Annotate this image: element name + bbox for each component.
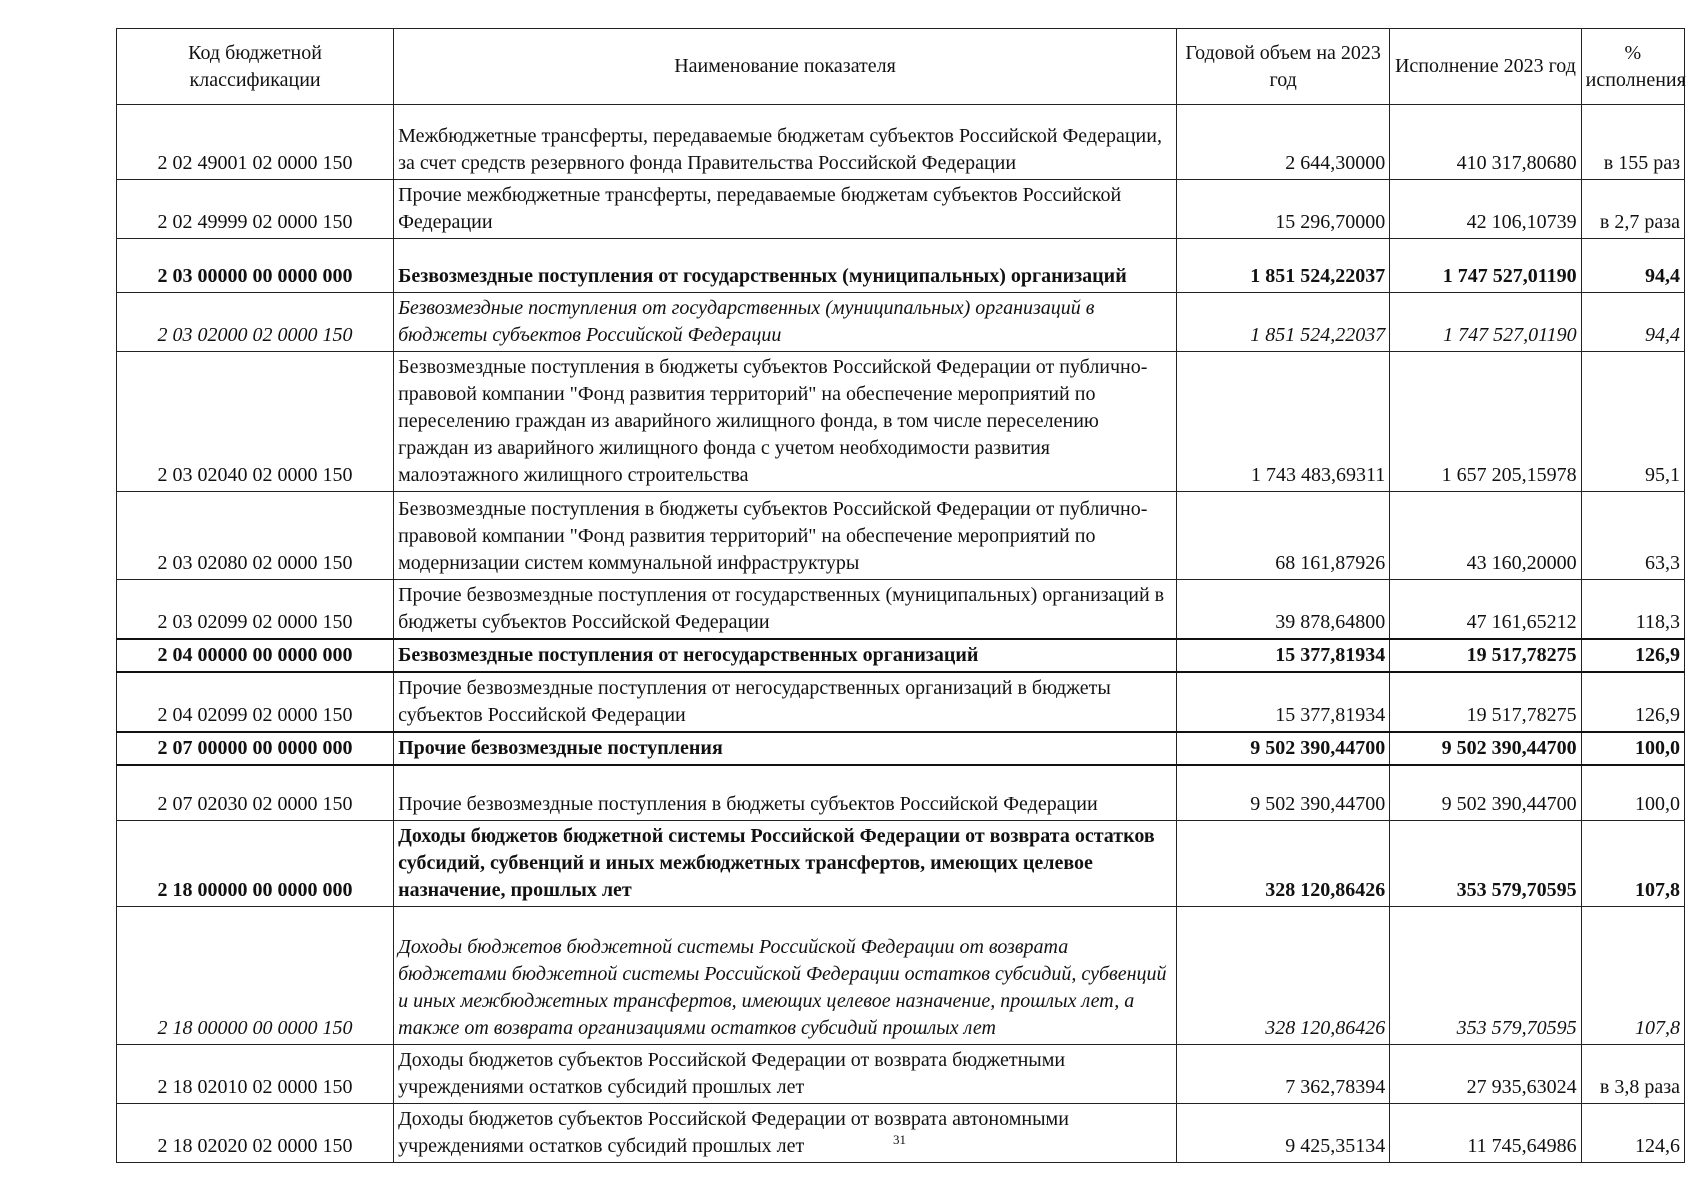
row-name: Безвозмездные поступления от негосударственных организаций <box>394 639 1177 672</box>
budget-document <box>116 28 1685 1163</box>
table-row <box>117 180 1685 239</box>
table-row <box>117 820 1685 906</box>
table-row <box>117 352 1685 492</box>
row-exec: 19 517,78275 <box>1390 672 1581 732</box>
row-pct: в 3,8 раза <box>1581 1044 1684 1103</box>
budget-table <box>116 28 1685 1163</box>
row-exec: 42 106,10739 <box>1390 180 1581 239</box>
row-plan: 1 851 524,22037 <box>1176 293 1389 352</box>
row-pct: 107,8 <box>1581 820 1684 906</box>
row-code: 2 18 02010 02 0000 150 <box>117 1044 394 1103</box>
row-code: 2 03 02099 02 0000 150 <box>117 580 394 640</box>
row-exec: 353 579,70595 <box>1390 906 1581 1044</box>
row-pct: 126,9 <box>1581 639 1684 672</box>
row-plan: 1 851 524,22037 <box>1176 239 1389 293</box>
row-plan: 7 362,78394 <box>1176 1044 1389 1103</box>
header-code: Код бюджетной классификации <box>117 29 394 105</box>
row-exec: 1 747 527,01190 <box>1390 293 1581 352</box>
row-exec: 47 161,65212 <box>1390 580 1581 640</box>
table-row <box>117 580 1685 640</box>
row-name: Прочие безвозмездные поступления в бюджеты субъектов Российской Федерации <box>394 765 1177 820</box>
row-pct: 63,3 <box>1581 492 1684 580</box>
row-pct: в 2,7 раза <box>1581 180 1684 239</box>
row-pct: в 155 раз <box>1581 105 1684 180</box>
header-exec: Исполнение 2023 год <box>1390 29 1581 105</box>
row-exec: 11 745,64986 <box>1390 1103 1581 1162</box>
table-row <box>117 906 1685 1044</box>
row-code: 2 03 02000 02 0000 150 <box>117 293 394 352</box>
row-name: Доходы бюджетов бюджетной системы Российской Федерации от возврата остатков субсидий, субвенций и иных межбюджетных трансфертов, имеющих целевое назначение, прошлых лет <box>394 820 1177 906</box>
row-name: Межбюджетные трансферты, передаваемые бюджетам субъектов Российской Федерации, за счет средств резервного фонда Правительства Российской Федерации <box>394 105 1177 180</box>
row-name: Прочие безвозмездные поступления от негосударственных организаций в бюджеты субъектов Российской Федерации <box>394 672 1177 732</box>
row-pct: 95,1 <box>1581 352 1684 492</box>
row-name: Безвозмездные поступления в бюджеты субъектов Российской Федерации от публично-правовой компании "Фонд развития территорий" на обеспечение мероприятий по модернизации систем коммунальной инфраструктуры <box>394 492 1177 580</box>
page-number: 31 <box>893 1132 906 1147</box>
table-row <box>117 105 1685 180</box>
row-exec: 43 160,20000 <box>1390 492 1581 580</box>
row-code: 2 03 02040 02 0000 150 <box>117 352 394 492</box>
row-code: 2 02 49999 02 0000 150 <box>117 180 394 239</box>
row-name: Доходы бюджетов бюджетной системы Российской Федерации от возврата бюджетами бюджетной системы Российской Федерации остатков субсидий, субвенций и иных межбюджетных трансфертов, имеющих целевое назначение, прошлых лет, а также от возврата организациями остатков субсидий прошлых лет <box>394 906 1177 1044</box>
row-code: 2 18 00000 00 0000 150 <box>117 906 394 1044</box>
row-plan: 2 644,30000 <box>1176 105 1389 180</box>
row-code: 2 02 49001 02 0000 150 <box>117 105 394 180</box>
row-exec: 9 502 390,44700 <box>1390 765 1581 820</box>
row-code: 2 04 00000 00 0000 000 <box>117 639 394 672</box>
row-pct: 100,0 <box>1581 765 1684 820</box>
header-name: Наименование показателя <box>394 29 1177 105</box>
row-name: Доходы бюджетов субъектов Российской Федерации от возврата бюджетными учреждениями остатков субсидий прошлых лет <box>394 1044 1177 1103</box>
row-name: Безвозмездные поступления от государственных (муниципальных) организаций в бюджеты субъектов Российской Федерации <box>394 293 1177 352</box>
table-row <box>117 293 1685 352</box>
row-plan: 1 743 483,69311 <box>1176 352 1389 492</box>
row-pct: 107,8 <box>1581 906 1684 1044</box>
row-name: Безвозмездные поступления в бюджеты субъектов Российской Федерации от публично-правовой компании "Фонд развития территорий" на обеспечение мероприятий по переселению граждан из аварийного жилищного фонда, в том числе переселению граждан из аварийного жилищного фонда с учетом необходимости развития малоэтажного жилищного строительства <box>394 352 1177 492</box>
row-name: Доходы бюджетов субъектов Российской Федерации от возврата автономными учреждениями остатков субсидий прошлых лет <box>394 1103 1177 1162</box>
table-header-row <box>117 29 1685 105</box>
row-pct: 126,9 <box>1581 672 1684 732</box>
row-exec: 410 317,80680 <box>1390 105 1581 180</box>
table-row <box>117 765 1685 820</box>
row-plan: 9 502 390,44700 <box>1176 732 1389 765</box>
row-plan: 15 377,81934 <box>1176 672 1389 732</box>
table-row <box>117 492 1685 580</box>
row-exec: 19 517,78275 <box>1390 639 1581 672</box>
row-plan: 15 296,70000 <box>1176 180 1389 239</box>
table-row <box>117 732 1685 765</box>
row-name: Безвозмездные поступления от государственных (муниципальных) организаций <box>394 239 1177 293</box>
row-code: 2 03 00000 00 0000 000 <box>117 239 394 293</box>
row-plan: 328 120,86426 <box>1176 906 1389 1044</box>
row-exec: 9 502 390,44700 <box>1390 732 1581 765</box>
row-plan: 9 502 390,44700 <box>1176 765 1389 820</box>
row-plan: 15 377,81934 <box>1176 639 1389 672</box>
row-exec: 1 657 205,15978 <box>1390 352 1581 492</box>
row-code: 2 18 02020 02 0000 150 <box>117 1103 394 1162</box>
row-exec: 1 747 527,01190 <box>1390 239 1581 293</box>
header-pct: % исполнения <box>1581 29 1684 105</box>
table-row <box>117 1044 1685 1103</box>
row-code: 2 07 02030 02 0000 150 <box>117 765 394 820</box>
row-plan: 68 161,87926 <box>1176 492 1389 580</box>
row-code: 2 18 00000 00 0000 000 <box>117 820 394 906</box>
table-row <box>117 239 1685 293</box>
table-row <box>117 672 1685 732</box>
row-name: Прочие безвозмездные поступления <box>394 732 1177 765</box>
row-code: 2 07 00000 00 0000 000 <box>117 732 394 765</box>
row-plan: 9 425,35134 <box>1176 1103 1389 1162</box>
table-row <box>117 639 1685 672</box>
row-exec: 27 935,63024 <box>1390 1044 1581 1103</box>
row-name: Прочие межбюджетные трансферты, передаваемые бюджетам субъектов Российской Федерации <box>394 180 1177 239</box>
row-plan: 328 120,86426 <box>1176 820 1389 906</box>
row-pct: 124,6 <box>1581 1103 1684 1162</box>
row-plan: 39 878,64800 <box>1176 580 1389 640</box>
row-pct: 94,4 <box>1581 239 1684 293</box>
header-plan: Годовой объем на 2023 год <box>1176 29 1389 105</box>
row-code: 2 03 02080 02 0000 150 <box>117 492 394 580</box>
row-name: Прочие безвозмездные поступления от государственных (муниципальных) организаций в бюджеты субъектов Российской Федерации <box>394 580 1177 640</box>
row-pct: 94,4 <box>1581 293 1684 352</box>
row-pct: 100,0 <box>1581 732 1684 765</box>
row-pct: 118,3 <box>1581 580 1684 640</box>
row-code: 2 04 02099 02 0000 150 <box>117 672 394 732</box>
row-exec: 353 579,70595 <box>1390 820 1581 906</box>
